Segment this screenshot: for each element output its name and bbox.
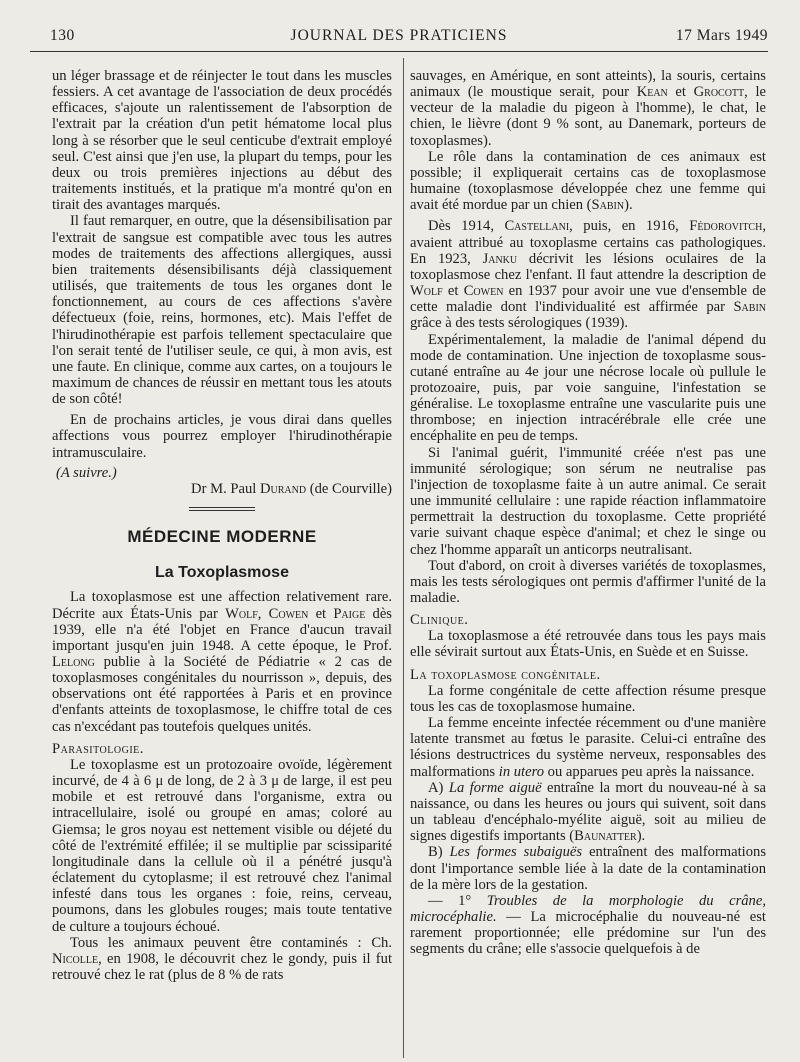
paragraph: La femme enceinte infectée récemment ou d'une manière latente transmet au fœtus le parasite. Celui-ci entraîne des lésions destructrices du système nerveux, responsables des malformations in utero ou apparues peu après la naissance. [410, 715, 766, 780]
paragraph: Expérimentalement, la maladie de l'animal dépend du mode de contamination. Une injection de toxoplasme sous-cutané entraîne au 4e jour une nécrose locale où pullule le protozoaire, puis, par voie sanguine, l'infestation se généralise. Le toxoplasme entraîne une vascularite puis une thrombose; en injection intracérébrale elle crée une encéphalite en peu de temps. [410, 331, 766, 445]
article-title: La Toxoplasmose [155, 564, 289, 582]
paragraph: — 1° Troubles de la morphologie du crâne, microcéphalie. — La microcéphalie du nouveau-né est rarement proportionnée; elle prédomine sur l'un des segments du crâne; elle s'associe quelquefois à de [410, 892, 766, 958]
paragraph: un léger brassage et de réinjecter le tout dans les muscles fessiers. A cet avantage de l'association de deux procédés efficaces, s'ajoute un ralentissement de l'absorption de l'extrait par la création d'un petit hématome local plus long à se résorber que le seul centicube d'extrait employé seul. C'est ainsi que j'en use, la plupart du temps, pour les deux ou trois premières injections au début des traitements institués, et la pratique m'a montré qu'on en tirait des avantages marqués. [52, 68, 392, 214]
left-column [52, 68, 392, 983]
paragraph: Tous les animaux peuvent être contaminés : Ch. Nicolle, en 1908, le découvrit chez le gondy, puis il fut retrouvé chez le rat (plus de 8 % de rats [52, 934, 392, 983]
paragraph: sauvages, en Amérique, en sont atteints), la souris, certains animaux (le moustique serait, pour Kean et Grocott, le vecteur de la maladie du pigeon à l'homme), le chat, le chien, le lièvre (dont 9 % sont, au Danemark, porteurs de toxoplasmes). [410, 68, 766, 149]
paragraph: La toxoplasmose est une affection relativement rare. Décrite aux États-Unis par Wolf, Cowen et Paige dès 1939, elle n'a été l'objet en France d'aucun travail important jusqu'en juin 1948. A cette époque, le Prof. Lelong publie à la Société de Pédiatrie « 2 cas de toxoplasmoses congénitales du nourrisson », depuis, des observations ont été rapportées à Paris et en province d'enfants atteints de toxoplasmose, le chiffre total de ces cas n'excédant pas toutefois quelques unités. [52, 589, 392, 735]
paragraph: En de prochains articles, je vous dirai dans quelles affections vous pourrez employer l'hirudinothérapie intramusculaire. [52, 412, 392, 461]
author-signature: Dr M. Paul Durand (de Courville) [191, 480, 392, 497]
paragraph: Il faut remarquer, en outre, que la désensibilisation par l'extrait de sangsue est compatible avec tous les autres modes de traitements des affections allergiques, aussi bien traitements désensibilisants déjà classiquement utilisés, que traitements de tous les organes dont le fonctionnement, au cours de ces affections s'avère défectueux (foie, reins, hormones, etc). Mais l'effet de l'hirudinothérapie est parfois tellement spectaculaire que l'on serait tenté de l'utiliser seule, ce qui, à mon avis, est une faute. En clinique, comme aux cartes, on a toujours le maximum de chances de réussir en mettant tous les atouts de son côté! [52, 213, 392, 408]
page-header [30, 27, 768, 49]
paragraph: A) La forme aiguë entraîne la mort du nouveau-né à sa naissance, ou dans les heures ou jours qui suivent, soit dans un tableau d'encéphalo-myélite aiguë, soit au milieu de signes digestifs importants (Baunatter). [410, 779, 766, 845]
column-divider [403, 58, 404, 1058]
paragraph: La toxoplasmose a été retrouvée dans tous les pays mais elle sévirait surtout aux États-Unis, en Suède et en Suisse. [410, 628, 766, 661]
journal-title: JOURNAL DES PRATICIENS [290, 27, 508, 44]
paragraph: Tout d'abord, on croit à diverses variétés de toxoplasmes, mais les tests sérologiques ont permis d'affirmer l'unité de la maladie. [410, 557, 766, 606]
signature-row [52, 465, 392, 481]
paragraph: Le rôle dans la contamination de ces animaux est possible; il expliquerait certains cas de toxoplasmose humaine (toxoplasmose développée chez une femme qui avait été mordue par un chien (Sabin). [410, 148, 766, 214]
section-title: MÉDECINE MODERNE [127, 527, 317, 547]
paragraph: Si l'animal guérit, l'immunité créée n'est pas une immunité sérologique; son sérum ne neutralise pas l'injection de toxoplasme faite à un autre animal. Ce serait une immunité cellulaire : une rapide réaction inflammatoire permettrait la destruction du toxoplasme. Cette propriété varie suivant chaque espèce d'animal; et chez le singe ou chez l'homme apparaît un anticorps neutralisant. [410, 444, 766, 558]
header-rule [30, 51, 768, 52]
right-column [410, 68, 766, 957]
subheading: Parasitologie. [52, 740, 144, 757]
paragraph: B) Les formes subaiguës entraînent des malformations dont l'importance semble liée à la date de la contamination de la mère lors de la gestation. [410, 844, 767, 893]
paragraph: Dès 1914, Castellani, puis, en 1916, Fédorovitch, avaient attribué au toxoplasme certains cas pathologiques. En 1923, Janku décrivit les lésions oculaires de la toxoplasmose chez l'enfant. Il faut attendre la description de Wolf et Cowen en 1937 pour avoir une vue d'ensemble de cette maladie dont l'individualité est affirmée par Sabin grâce à des tests sérologiques (1939). [410, 218, 766, 332]
subheading: Clinique. [410, 612, 469, 629]
paragraph: La forme congénitale de cette affection résume presque tous les cas de toxoplasmose humaine. [410, 682, 766, 715]
to-follow-note: (A suivre.) [56, 464, 117, 481]
paragraph: Le toxoplasme est un protozoaire ovoïde, légèrement incurvé, de 4 à 6 μ de long, de 2 à 3 μ de large, il est peu mobile et est retrouvé dans l'organisme, extra ou intracellulaire, isolé ou groupé en amas; coloré au Giemsa; le gros noyau est nettement visible ou déjeté du côté de l'extrémité effilée; il se multiplie par scissiparité longitudinale dans la cellule où il a pénétré jusqu'à éclatement du cytoplasme; il est retrouvé chez l'animal infesté dans tous les organes : foie, reins, cerveau, poumons, dans les globules rouges; mais toute tentative de culture a toujours échoué. [52, 756, 392, 935]
page-number: 130 [50, 27, 75, 44]
subheading: La toxoplasmose congénitale. [410, 666, 601, 683]
section-separator [189, 507, 255, 511]
issue-date: 17 Mars 1949 [675, 27, 768, 44]
